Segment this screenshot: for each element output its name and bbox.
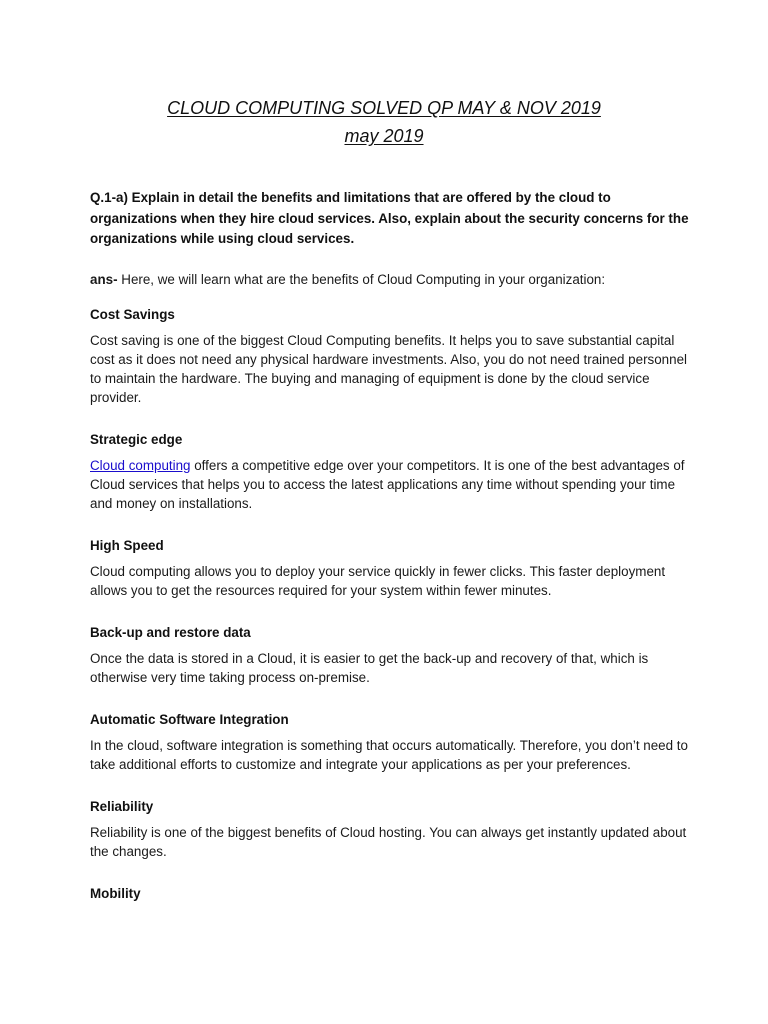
section-body-software-integration: In the cloud, software integration is something that occurs automatically. Therefore, you don’t need to take additional efforts to customize and integrate your applications as per your preferences.: [90, 737, 688, 772]
section-body-reliability: Reliability is one of the biggest benefits of Cloud hosting. You can always get instantly updated about the changes.: [90, 824, 687, 859]
section-heading-strategic-edge: Strategic edge: [90, 431, 183, 447]
section-body-high-speed: Cloud computing allows you to deploy your service quickly in fewer clicks. This faster deployment allows you to get the resources required for your system within fewer minutes.: [90, 563, 666, 598]
answer-intro-text: Here, we will learn what are the benefits of Cloud Computing in your organization:: [117, 271, 606, 287]
document-title-block: [0, 94, 768, 150]
section-heading-mobility: Mobility: [90, 885, 141, 901]
document-content: [90, 188, 690, 910]
question-text: Q.1-a) Explain in detail the benefits and limitations that are offered by the cloud to organizations when they hire cloud services. Also, explain about the security concerns for the organizations while using cloud services.: [90, 190, 689, 246]
answer-label: ans-: [90, 271, 118, 287]
section-heading-cost-savings: Cost Savings: [90, 306, 175, 322]
cloud-computing-link[interactable]: Cloud computing: [90, 457, 191, 473]
section-heading-reliability: Reliability: [90, 798, 154, 814]
section-body-strategic-edge: [90, 456, 690, 513]
section-body-strategic-edge-text: offers a competitive edge over your competitors. It is one of the best advantages of Cloud services that helps you to access the latest applications any time without spending your time and money on installations.: [90, 457, 685, 511]
section-heading-high-speed: High Speed: [90, 537, 164, 553]
document-title: CLOUD COMPUTING SOLVED QP MAY & NOV 2019: [167, 98, 601, 118]
section-heading-backup-restore: Back-up and restore data: [90, 624, 251, 640]
section-body-backup-restore: Once the data is stored in a Cloud, it is easier to get the back-up and recovery of that, which is otherwise very time taking process on-premise.: [90, 650, 649, 685]
document-subtitle: may 2019: [344, 126, 424, 146]
answer-intro: [90, 270, 690, 289]
section-body-cost-savings: Cost saving is one of the biggest Cloud Computing benefits. It helps you to save substantial capital cost as it does not need any physical hardware investments. Also, you do not need trained personnel to maintain the hardware. The buying and managing of equipment is done by the cloud service provider.: [90, 332, 687, 405]
section-heading-software-integration: Automatic Software Integration: [90, 711, 289, 727]
